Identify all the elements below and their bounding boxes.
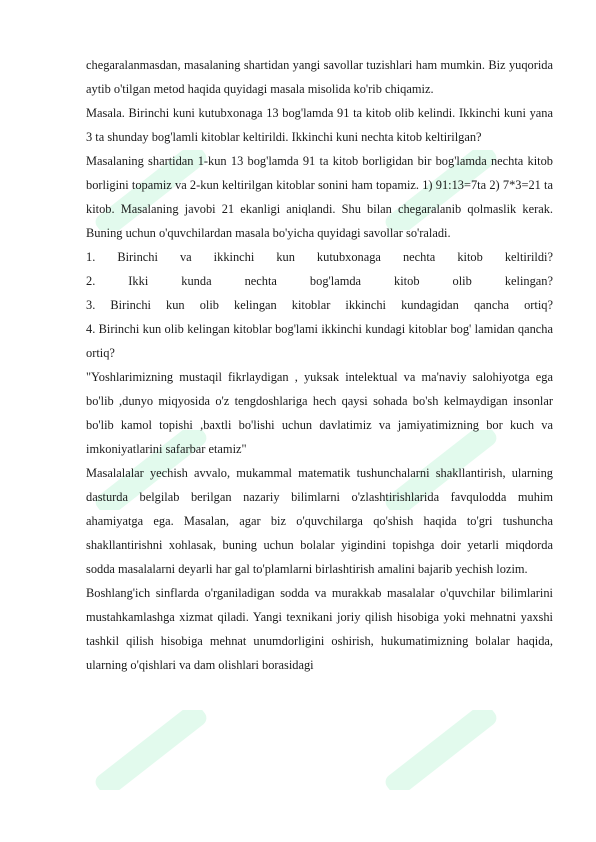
watermark-logo	[366, 710, 516, 790]
question-1: 1. Birinchi va ikkinchi kun kutubxonaga nechta kitob keltirildi?	[86, 250, 553, 264]
question-3: 3. Birinchi kun olib kelingan kitoblar ikkinchi kundagidan qancha ortiq?	[86, 298, 553, 312]
watermark-shape	[366, 710, 516, 790]
question-2: 2. Ikki kunda nechta bog'lamda kitob olib kelingan?	[86, 274, 553, 288]
watermark-shape	[76, 710, 226, 790]
paragraph-solution: Masalaning shartidan 1-kun 13 bog'lamda 91 ta kitob borligidan bir bog'lamda nechta kitob borligini topamiz va 2-kun keltirilgan kitoblar sonini ham topamiz. 1) 91:13=7ta 2) 7*3=21 ta kitob. Masalaning javobi 21 ekanligi aniqlandi. Shu bilan chegaralanib qolmaslik kerak. Buning uchun o'quvchilardan masala bo'yicha quyidagi savollar so'raladi.	[86, 154, 553, 240]
paragraph-methods: Masalalalar yechish avvalo, mukammal matematik tushunchalarni shakllantirish, ularning dasturda belgilab berilgan nazariy bilimlarni o'zlashtirishlarida favqulodda muhim ahamiyatga ega. Masalan, agar biz o'quvchilarga qo'shish haqida to'gri tushuncha shakllantirishni xohlasak, buning uchun bolalar yigindini topishga doir yetarli miqdorda sodda masalalarni deyarli har gal to'plamlarni birlashtirish amalini bajarib yechish lozim.	[86, 466, 553, 576]
paragraph-primary-classes: Boshlang'ich sinflarda o'rganiladigan sodda va murakkab masalalar o'quvchilar bilimlarini mustahkamlashga xizmat qiladi. Yangi texnikani joriy qilish hisobiga yoki mehnatni yaxshi tashkil qilish hisobiga mehnat unumdorligini oshirish, hukumatimizning bolalar haqida, ularning o'qishlari va dam olishlari borasidagi	[86, 586, 553, 672]
paragraph-intro: chegaralanmasdan, masalaning shartidan yangi savollar tuzishlari ham mumkin. Biz yuqorida aytib o'tilgan metod haqida quyidagi masala misolida ko'rib chiqamiz.	[86, 58, 553, 96]
paragraph-quote: "Yoshlarimizning mustaqil fikrlaydigan , yuksak intelektual va ma'naviy salohiyotga ega bo'lib ,dunyo miqyosida o'z tengdoshlariga hech qaysi sohada bo'sh kelmaydigan insonlar bo'lib kamol topishi ,baxtli bo'lishi uchun davlatimiz va jamiyatimizning bor kuch va imkoniyatlarini safarbar etamiz"	[86, 370, 553, 456]
watermark-logo	[76, 710, 226, 790]
paragraph-problem: Masala. Birinchi kuni kutubxonaga 13 bog'lamda 91 ta kitob olib kelindi. Ikkinchi kuni yana 3 ta shunday bog'lamli kitoblar keltirildi. Ikkinchi kuni nechta kitob keltirilgan?	[86, 106, 553, 144]
question-4: 4. Birinchi kun olib kelingan kitoblar bog'lami ikkinchi kundagi kitoblar bog' lamidan qancha ortiq?	[86, 322, 553, 360]
document-body	[86, 53, 553, 677]
